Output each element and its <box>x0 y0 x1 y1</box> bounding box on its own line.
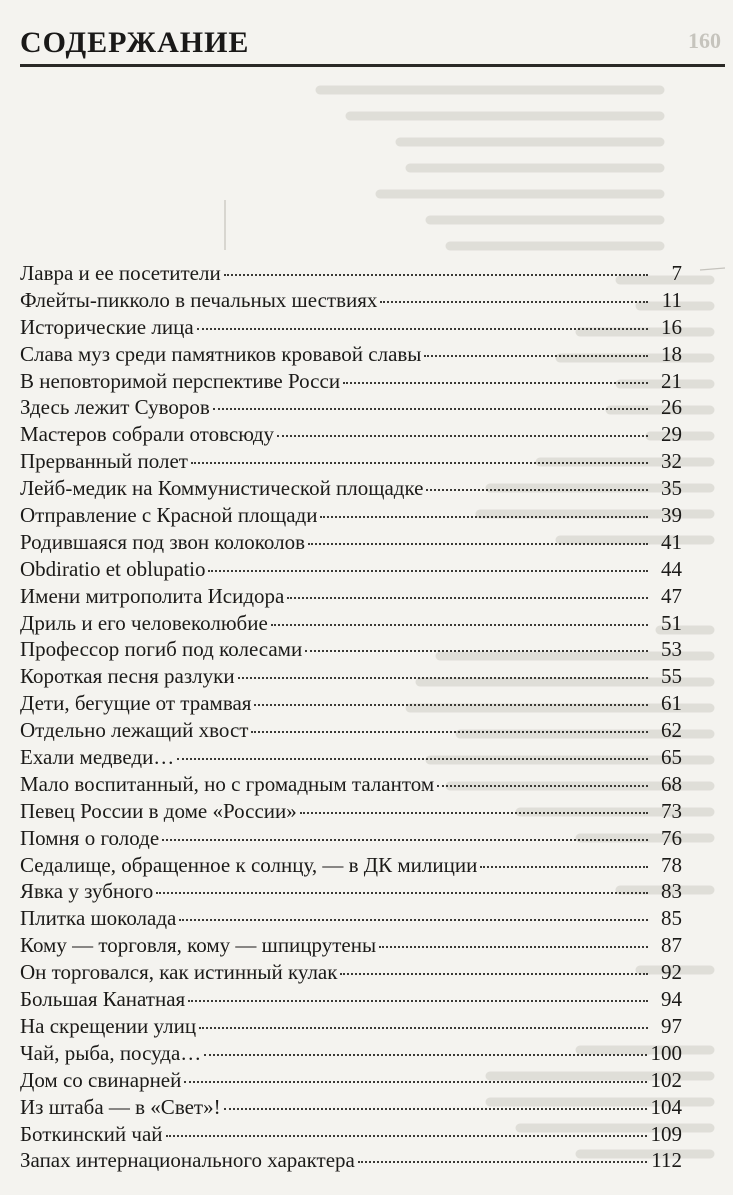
toc-entry-title: Певец России в доме «России» <box>20 798 297 823</box>
dot-leader <box>213 388 648 410</box>
toc-entry-page-number: 29 <box>661 422 682 447</box>
toc-entry-title: Слава муз среди памятников кровавой славы <box>20 341 422 366</box>
toc-entry-page-number: 76 <box>661 825 682 850</box>
toc-entry-title: Отправление с Красной площади <box>20 503 318 528</box>
toc-entry-page-number: 18 <box>661 341 682 366</box>
toc-entry-title: Из штаба — в «Свет»! <box>20 1094 221 1119</box>
toc-entry-title: Лавра и ее посетители <box>20 261 221 285</box>
toc-entry-page-number: 78 <box>661 852 682 877</box>
toc-entry-title: В неповторимой перспективе Росси <box>20 368 341 393</box>
toc-entry-page-number: 68 <box>661 771 682 796</box>
toc-entry-title: Дом со свинарней <box>20 1067 182 1092</box>
toc-entry-title: Родившаяся под звон колоколов <box>20 529 305 554</box>
toc-entry-title: Кому — торговля, кому — шпицрутены <box>20 933 377 958</box>
toc-entry-title: Отдельно лежащий хвост <box>20 718 249 743</box>
dot-leader <box>380 281 648 303</box>
toc-entry-page-number: 11 <box>661 287 682 312</box>
dot-leader <box>224 1088 647 1110</box>
dot-leader <box>343 362 648 384</box>
page-title: СОДЕРЖАНИЕ <box>20 26 250 59</box>
toc-entry-title: Дриль и его человеколюбие <box>20 610 268 635</box>
dot-leader <box>208 550 648 572</box>
toc-entry-page-number: 53 <box>661 637 682 662</box>
toc-entry-page-number: 109 <box>650 1121 682 1146</box>
dot-leader <box>238 657 648 679</box>
toc-entry-title: Помня о голоде <box>20 825 160 850</box>
toc-entry-title: Прерванный полет <box>20 449 188 474</box>
toc-entry-page-number: 92 <box>661 960 682 985</box>
bleed-through-page-number: 160 <box>688 28 721 53</box>
toc-entry-page-number: 21 <box>661 368 682 393</box>
toc-entry-title: Флейты-пикколо в печальных шествиях <box>20 287 378 312</box>
toc-entry-title: Большая Канатная <box>20 987 186 1012</box>
toc-entry-title: Боткинский чай <box>20 1121 163 1146</box>
dot-leader <box>300 792 648 814</box>
dot-leader <box>437 765 648 787</box>
toc-entry-title: Obdiratio et oblupatio <box>20 556 206 581</box>
dot-leader <box>305 630 648 652</box>
toc-entry-page-number: 85 <box>661 906 682 931</box>
toc-entry-title: Дети, бегущие от трамвая <box>20 691 252 716</box>
toc-entry-page-number: 94 <box>661 987 682 1012</box>
toc-entry-title: Явка у зубного <box>20 879 154 904</box>
toc-entry-page-number: 112 <box>651 1148 682 1173</box>
dot-leader <box>424 335 648 357</box>
toc-entry-page-number: 47 <box>661 583 682 608</box>
toc-entry <box>20 1145 682 1172</box>
toc-entry-title: Мастеров собрали отовсюду <box>20 422 274 447</box>
dot-leader <box>254 684 648 706</box>
toc-entry-page-number: 44 <box>661 556 682 581</box>
toc-entry-page-number: 39 <box>661 503 682 528</box>
toc-entry-page-number: 55 <box>661 664 682 689</box>
toc-entry-page-number: 26 <box>661 395 682 420</box>
dot-leader <box>379 926 648 948</box>
toc-entry-title: Плитка шоколада <box>20 906 177 931</box>
dot-leader <box>156 872 648 894</box>
toc-entry-page-number: 51 <box>661 610 682 635</box>
toc-entry-title: Седалище, обращенное к солнцу, — в ДК милиции <box>20 852 478 877</box>
toc-entry-title: Он торговался, как истинный кулак <box>20 960 338 985</box>
dot-leader <box>162 819 648 841</box>
dot-leader <box>287 577 648 599</box>
toc-entry-title: Исторические лица <box>20 314 194 339</box>
dot-leader <box>308 523 648 545</box>
dot-leader <box>320 496 648 518</box>
dot-leader <box>224 254 648 276</box>
table-of-contents <box>20 258 682 1172</box>
toc-entry-page-number: 97 <box>661 1013 682 1038</box>
dot-leader <box>188 980 648 1002</box>
toc-entry-title: На скрещении улиц <box>20 1013 197 1038</box>
dot-leader <box>271 604 648 626</box>
toc-entry-page-number: 16 <box>661 314 682 339</box>
toc-entry-title: Профессор погиб под колесами <box>20 637 303 662</box>
dot-leader <box>197 308 648 330</box>
dot-leader <box>191 442 648 464</box>
toc-entry-page-number: 100 <box>650 1040 682 1065</box>
toc-entry-page-number: 32 <box>661 449 682 474</box>
dot-leader <box>199 1007 648 1029</box>
toc-entry-title: Чай, рыба, посуда… <box>20 1040 202 1065</box>
dot-leader <box>277 415 648 437</box>
toc-entry-page-number: 7 <box>671 261 682 285</box>
dot-leader <box>204 1034 646 1056</box>
toc-entry-page-number: 83 <box>661 879 682 904</box>
dot-leader <box>166 1115 647 1137</box>
toc-entry-page-number: 62 <box>661 718 682 743</box>
dot-leader <box>340 953 648 975</box>
dot-leader <box>358 1141 647 1163</box>
dot-leader <box>251 711 648 733</box>
dot-leader <box>179 899 648 921</box>
toc-entry-title: Мало воспитанный, но с громадным талантом <box>20 771 435 796</box>
toc-entry-title: Ехали медведи… <box>20 745 175 770</box>
toc-entry-page-number: 87 <box>661 933 682 958</box>
dot-leader <box>184 1061 646 1083</box>
toc-entry-page-number: 61 <box>661 691 682 716</box>
toc-entry-page-number: 73 <box>661 798 682 823</box>
toc-entry-title: Запах интернационального характера <box>20 1148 355 1173</box>
toc-entry-title: Лейб-медик на Коммунистической площадке <box>20 476 424 501</box>
toc-entry-page-number: 41 <box>661 529 682 554</box>
toc-entry-title: Короткая песня разлуки <box>20 664 235 689</box>
toc-entry-page-number: 104 <box>650 1094 682 1119</box>
dot-leader <box>177 738 648 760</box>
toc-entry-title: Имени митрополита Исидора <box>20 583 285 608</box>
dot-leader <box>426 469 648 491</box>
toc-entry-title: Здесь лежит Суворов <box>20 395 210 420</box>
toc-entry-page-number: 102 <box>650 1067 682 1092</box>
title-rule <box>20 64 725 67</box>
dot-leader <box>480 846 648 868</box>
toc-entry-page-number: 65 <box>661 745 682 770</box>
toc-entry-page-number: 35 <box>661 476 682 501</box>
